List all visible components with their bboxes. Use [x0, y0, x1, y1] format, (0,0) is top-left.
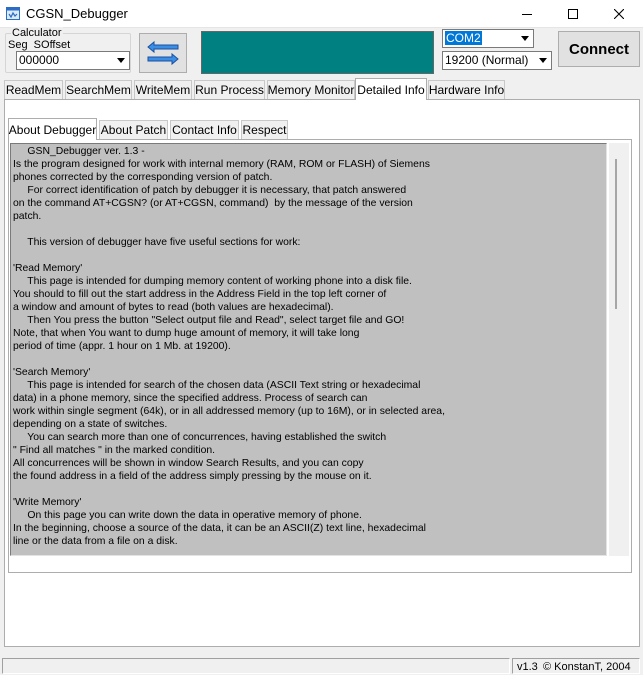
status-display-panel — [201, 31, 434, 74]
tab-respect[interactable]: Respect — [241, 120, 288, 139]
text-line: 'Write Memory' — [13, 497, 82, 508]
tab-memory-monitor[interactable]: Memory Monitor — [267, 80, 355, 99]
tab-readmem[interactable]: ReadMem — [4, 80, 63, 99]
calculator-value: 000000 — [19, 53, 60, 67]
text-line: Then You press the button "Select output file and Read", select target file and GO! — [13, 315, 405, 326]
vertical-scrollbar[interactable] — [609, 143, 629, 556]
text-line: " Find all matches " in the marked condition. — [13, 445, 216, 456]
version-label: v1.3 — [517, 661, 538, 673]
status-bar — [0, 657, 643, 675]
swap-arrows-icon — [146, 40, 180, 66]
text-line: This page is intended for search of the chosen data (ASCII Text string or hexadecimal — [13, 380, 421, 391]
text-line: a window and amount of bytes to read (both values are hexadecimal). — [13, 302, 334, 313]
text-line: All concurrences will be shown in window Search Results, and you can copy — [13, 458, 364, 469]
baud-rate-combo[interactable] — [442, 51, 552, 70]
about-debugger-text-area[interactable] — [10, 143, 607, 556]
text-line: This page is intended for dumping memory content of working phone into a disk file. — [13, 276, 412, 287]
app-window-icon — [6, 7, 20, 20]
calculator-legend: Calculator — [12, 27, 62, 39]
text-line: on the command AT+CGSN? (or AT+CGSN, command) by the message of the version — [13, 198, 413, 209]
com-port-value: COM2 — [446, 31, 481, 45]
chevron-down-icon[interactable] — [535, 53, 550, 68]
text-line: period of time (appr. 1 hour on 1 Mb. at 19200). — [13, 341, 231, 352]
seg-soffset-label: Seg SOffset — [8, 39, 71, 51]
tab-run-process[interactable]: Run Process — [194, 80, 265, 99]
swap-direction-button[interactable] — [139, 33, 187, 73]
tab-about-patch[interactable]: About Patch — [99, 120, 168, 139]
text-line: This version of debugger have five useful sections for work: — [13, 237, 301, 248]
text-line: work within single segment (64k), or in all addressed memory (up to 16M), or in selected area, — [13, 406, 445, 417]
copyright-label: © KonstanT, 2004 — [543, 661, 631, 673]
window-title: CGSN_Debugger — [26, 6, 128, 21]
text-line — [13, 353, 593, 366]
tab-about-debugger[interactable]: About Debugger — [8, 118, 97, 140]
close-icon — [614, 9, 624, 19]
text-line: data) in a phone memory, since the specified address. Process of search can — [13, 393, 368, 404]
text-line — [13, 223, 593, 236]
tab-writemem[interactable]: WriteMem — [134, 80, 192, 99]
text-line: Note, that when You want to dump huge amount of memory, it will take long — [13, 328, 360, 339]
text-line: depending on a state of switches. — [13, 419, 168, 430]
text-line: phones corrected by the corresponding version of patch. — [13, 172, 273, 183]
baud-rate-value: 19200 (Normal) — [445, 53, 529, 67]
close-button[interactable] — [596, 0, 642, 28]
text-line: You can search more than one of concurrences, having established the switch — [13, 432, 387, 443]
com-port-combo[interactable] — [442, 29, 534, 48]
chevron-down-icon[interactable] — [113, 53, 128, 68]
text-line — [13, 249, 593, 262]
text-line: patch. — [13, 211, 42, 222]
text-line: the found address in a field of the address simply pressing by the mouse on it. — [13, 471, 372, 482]
text-line: line or the data from a file on a disk. — [13, 536, 178, 547]
connect-button[interactable]: Connect — [558, 31, 640, 67]
calculator-combo[interactable] — [16, 51, 130, 70]
scrollbar-thumb[interactable] — [615, 159, 617, 309]
status-cell-main — [2, 658, 510, 674]
sub-tab-strip — [8, 120, 632, 140]
minimize-button[interactable] — [504, 0, 550, 28]
about-debugger-text — [13, 145, 593, 548]
calculator-group — [5, 27, 131, 73]
text-line: You should to fill out the start address in the Address Field in the top left corner of — [13, 289, 387, 300]
main-tab-strip — [4, 80, 640, 100]
minimize-icon — [522, 9, 532, 19]
title-bar — [0, 0, 643, 28]
text-line: In the beginning, choose a source of the data, it can be an ASCII(Z) text line, hexadecimal — [13, 523, 426, 534]
text-line: Is the program designed for work with internal memory (RAM, ROM or FLASH) of Siemens — [13, 159, 430, 170]
chevron-down-icon[interactable] — [517, 31, 532, 46]
tab-searchmem[interactable]: SearchMem — [65, 80, 132, 99]
tab-detailed-info[interactable]: Detailed Info — [355, 78, 427, 100]
text-line: 'Search Memory' — [13, 367, 91, 378]
text-line: 'Read Memory' — [13, 263, 83, 274]
text-line: GSN_Debugger ver. 1.3 - — [13, 146, 145, 157]
tab-contact-info[interactable]: Contact Info — [170, 120, 239, 139]
maximize-button[interactable] — [550, 0, 596, 28]
text-line — [13, 483, 593, 496]
text-line: For correct identification of patch by debugger it is necessary, that patch answered — [13, 185, 407, 196]
maximize-icon — [568, 9, 578, 19]
status-cell-version — [512, 658, 640, 674]
tab-hardware-info[interactable]: Hardware Info — [428, 80, 505, 99]
text-line: On this page you can write down the data in operative memory of phone. — [13, 510, 362, 521]
